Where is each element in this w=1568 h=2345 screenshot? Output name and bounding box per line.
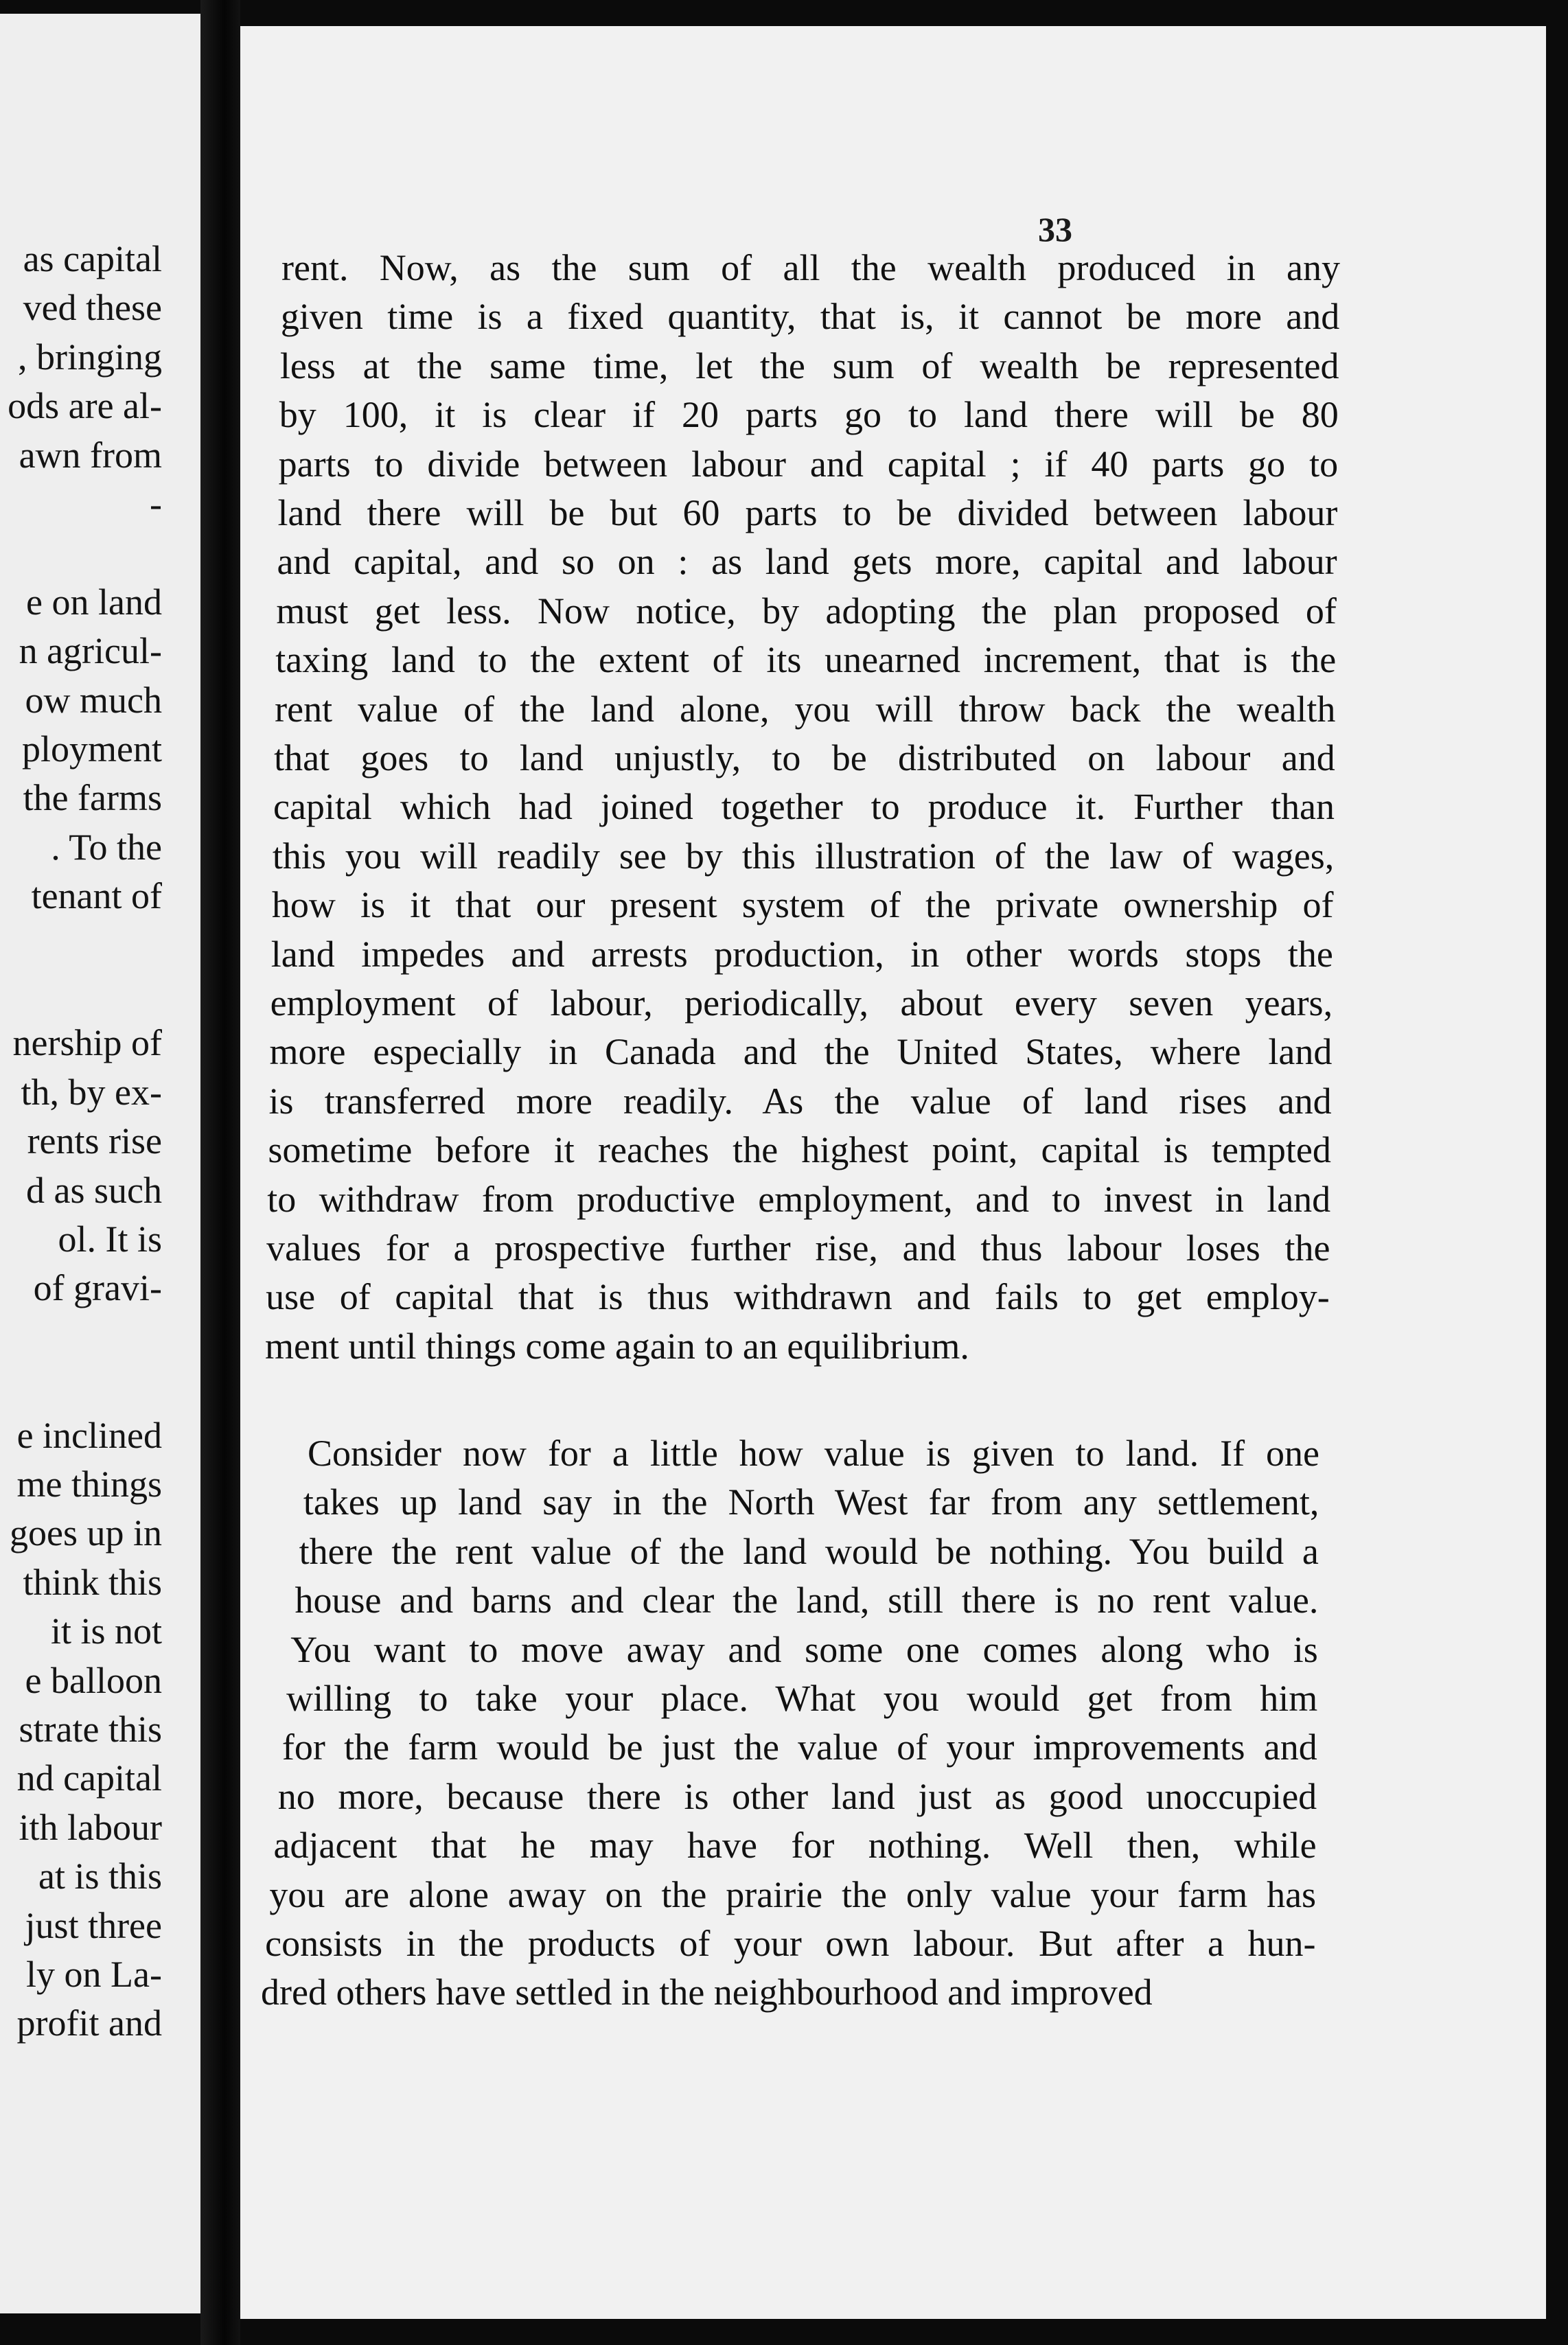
facing-page-text-line: nership of	[12, 1022, 162, 1064]
text-line: You want to move away and some one comes along who is	[290, 1628, 1318, 1670]
text-line: capital which had joined together to produce it. Further than	[273, 786, 1335, 828]
text-line: given time is a fixed quantity, that is, it cannot be more and	[280, 296, 1340, 338]
text-line: for the farm would be just the value of your improvements and	[281, 1726, 1317, 1768]
text-line: use of capital that is thus withdrawn and fails to get employ-	[266, 1276, 1330, 1318]
text-line: to withdraw from productive employment, and to invest in land	[267, 1178, 1331, 1220]
text-line: parts to divide between labour and capital ; if 40 parts go to	[278, 443, 1339, 485]
text-line: house and barns and clear the land, still there is no rent value.	[295, 1580, 1319, 1621]
facing-page-text-line: me things	[16, 1464, 162, 1505]
book-page	[240, 26, 1546, 2319]
text-line: takes up land say in the North West far from any settlement,	[303, 1481, 1319, 1523]
text-line: ment until things come again to an equilibrium.	[265, 1325, 969, 1367]
facing-page-text-line: at is this	[38, 1856, 162, 1897]
text-line: is transferred more readily. As the value of land rises and	[268, 1080, 1332, 1122]
facing-page-text-line: ith labour	[19, 1806, 162, 1848]
text-line: rent value of the land alone, you will throw back the wealth	[275, 688, 1336, 730]
text-line: willing to take your place. What you would get from him	[286, 1678, 1318, 1719]
facing-page-text-line: d as such	[26, 1169, 162, 1211]
facing-page-text-line: think this	[23, 1561, 162, 1603]
text-line: sometime before it reaches the highest point, capital is tempted	[268, 1129, 1331, 1171]
facing-page-text-line: . To the	[51, 826, 162, 868]
text-line: Consider now for a little how value is given to land. If one	[308, 1433, 1319, 1474]
facing-page-text-line: rents rise	[27, 1120, 162, 1162]
facing-page-text-line: th, by ex-	[21, 1071, 162, 1113]
facing-page-text-line: ow much	[25, 679, 162, 721]
text-line: land impedes and arrests production, in other words stops the	[270, 933, 1333, 975]
facing-page-text-line: e inclined	[16, 1414, 162, 1456]
facing-page-text-line: ly on La-	[26, 1954, 162, 1995]
text-line: rent. Now, as the sum of all the wealth produced in any	[281, 247, 1340, 288]
facing-page-text-line: n agricul-	[19, 630, 162, 672]
page-number: 33	[1038, 210, 1072, 249]
facing-page-text-line: goes up in	[10, 1512, 162, 1554]
text-line: you are alone away on the prairie the only value your farm has	[269, 1873, 1317, 1915]
text-line: consists in the products of your own labour. But after a hun-	[265, 1923, 1316, 1964]
text-line: dred others have settled in the neighbourhood and improved	[261, 1972, 1153, 2013]
text-line: by 100, it is clear if 20 parts go to land there will be 80	[279, 394, 1339, 436]
text-line: values for a prospective further rise, and thus labour loses the	[266, 1227, 1330, 1269]
facing-page-text-line: ployment	[22, 728, 162, 770]
text-line: more especially in Canada and the United States, where land	[269, 1031, 1333, 1073]
facing-page-text-line: awn from	[19, 434, 162, 476]
text-line: there the rent value of the land would be nothing. You build a	[299, 1530, 1319, 1572]
text-line: that goes to land unjustly, to be distributed on labour and	[274, 737, 1335, 778]
book-gutter	[200, 0, 240, 2345]
text-line: must get less. Now notice, by adopting the plan proposed of	[276, 590, 1337, 632]
text-line: less at the same time, let the sum of wealth be represented	[279, 345, 1339, 386]
text-line: adjacent that he may have for nothing. Well then, while	[273, 1825, 1317, 1867]
facing-page-text-line: ved these	[23, 287, 162, 329]
facing-page-text-line: nd capital	[16, 1757, 162, 1799]
facing-page-text-line: it is not	[50, 1610, 162, 1652]
text-line: this you will readily see by this illustration of the law of wages,	[272, 835, 1335, 877]
text-line: taxing land to the extent of its unearned increment, that is the	[275, 639, 1337, 681]
text-line: and capital, and so on : as land gets more, capital and labour	[277, 541, 1337, 583]
facing-page-text-line: ol. It is	[58, 1218, 162, 1260]
facing-page-text-line: the farms	[23, 777, 162, 819]
facing-page-text-line: profit and	[16, 2002, 162, 2044]
facing-page-text-line: tenant of	[31, 875, 162, 917]
text-line: employment of labour, periodically, about every seven years,	[270, 982, 1333, 1024]
facing-page-text-line: , bringing	[18, 336, 162, 378]
text-line: land there will be but 60 parts to be divided between labour	[277, 492, 1338, 533]
facing-page-text-line: of gravi-	[33, 1267, 162, 1309]
facing-page-text-line: ods are al-	[8, 385, 162, 427]
text-line: how is it that our present system of the private ownership of	[271, 884, 1334, 926]
facing-page-text-line: strate this	[19, 1709, 162, 1750]
facing-page-text-line: just three	[25, 1904, 162, 1946]
facing-page-text-line: e on land	[26, 581, 162, 623]
facing-page-text-line: e balloon	[25, 1659, 162, 1701]
facing-page	[0, 14, 200, 2313]
text-line: no more, because there is other land just as good unoccupied	[277, 1775, 1317, 1817]
facing-page-text-line: -	[150, 483, 162, 524]
facing-page-text-line: as capital	[23, 238, 162, 279]
